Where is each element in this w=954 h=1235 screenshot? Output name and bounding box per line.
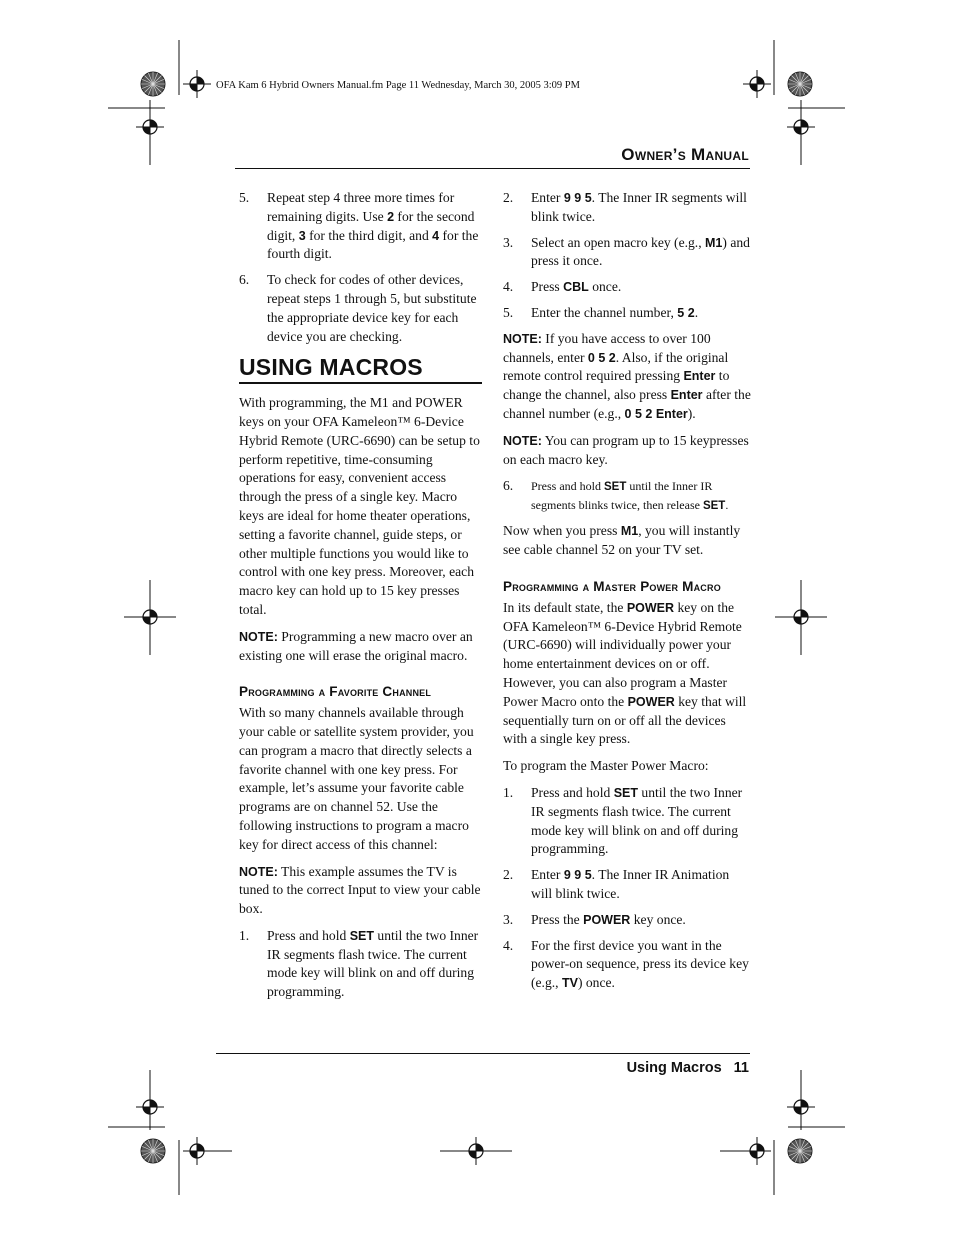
list-text: . <box>725 498 729 513</box>
note-label: NOTE: <box>239 629 278 644</box>
key-label: 5 2 <box>677 305 695 320</box>
list-text: key once. <box>630 911 686 927</box>
running-footer <box>627 1060 749 1076</box>
key-label: SET <box>613 785 639 800</box>
list-text: until the two Inner IR segments flash twice. The current mode key will blink on and off during programming. <box>531 784 743 857</box>
list-text: until the two Inner IR segments flash twice. The current mode key will blink on and off during programming. <box>267 927 479 1000</box>
list-item <box>503 304 751 323</box>
paragraph: With so many channels available through your cable or satellite system provider, you can program a macro that directly selects a favorite channel with one key press. For example, let’s assume your favorite cable programs are on channel 52. Use the following instructions to program a macro key for direct access of this channel: <box>239 705 474 852</box>
paragraph-text: In its default state, the <box>503 599 627 615</box>
note <box>503 330 751 424</box>
note <box>239 628 482 666</box>
left-column <box>239 189 482 1009</box>
paragraph: To program the Master Power Macro: <box>503 758 709 774</box>
list-item <box>503 278 751 297</box>
key-label: Enter <box>670 388 703 403</box>
section-heading-text: USING MACROS <box>239 354 423 381</box>
list-text: Press <box>531 279 564 295</box>
key-label: 2 <box>387 209 395 224</box>
paragraph <box>503 599 751 749</box>
list-text: Select an open macro key (e.g., <box>531 234 706 250</box>
note-label: NOTE: <box>239 864 278 879</box>
list-item <box>503 234 751 272</box>
list-text: ) and press it once. <box>531 234 750 269</box>
list-text: To check for codes of other devices, repeat steps 1 through 5, but substitute the appropriate device key for each device you are checking. <box>267 272 477 344</box>
paragraph-text: key on the OFA Kameleon™ 6-Device Hybrid Remote (URC-6690) will individually power your home entertainment devices on or off. However, you can also program a Master Power Macro onto the <box>503 599 742 709</box>
list-text: Enter <box>531 867 564 883</box>
key-label: 3 <box>298 228 306 243</box>
note-text: after the channel number (e.g., <box>503 387 751 421</box>
list-item <box>239 271 482 346</box>
note-text: ). <box>687 405 696 421</box>
key-label: 9 9 5 <box>563 191 592 205</box>
list-number: 2. <box>503 190 514 205</box>
list-number: 1. <box>503 784 514 800</box>
paragraph <box>503 522 751 560</box>
running-header: Owner’s Manual <box>621 145 749 164</box>
paragraph-text: key that will sequentially turn on or off all the devices with a single key press. <box>503 693 747 747</box>
list-text: Repeat step 4 three more times for remaining digits. Use <box>267 190 455 224</box>
section-heading <box>239 354 482 384</box>
right-column <box>503 189 751 1000</box>
list-text: for the third digit, and <box>305 227 433 243</box>
key-label: 0 5 2 Enter <box>624 406 688 421</box>
list-item <box>503 937 751 993</box>
note-text: to change the channel, also press <box>503 368 730 403</box>
list-item <box>503 911 751 930</box>
paragraph-text: , you will instantly see cable channel 52 on your TV set. <box>503 523 741 558</box>
note-text: . Also, if the original remote control required pressing <box>503 349 729 384</box>
list-text: once. <box>588 279 622 295</box>
list-number: 3. <box>503 911 514 927</box>
list-number: 6. <box>503 478 514 494</box>
list-number: 5. <box>239 190 250 205</box>
list-item <box>239 189 482 264</box>
subheading: Programming a Favorite Channel <box>239 684 432 700</box>
list-item <box>503 866 751 904</box>
list-text: Press and hold <box>531 784 614 800</box>
note-label: NOTE: <box>503 433 542 448</box>
key-label: SET <box>604 481 627 494</box>
file-slug: OFA Kam 6 Hybrid Owners Manual.fm Page 11 Wednesday, March 30, 2005 3:09 PM <box>216 80 580 91</box>
note-label: NOTE: <box>503 331 542 346</box>
list-text: Press the <box>531 911 584 927</box>
list-text: for the fourth digit. <box>267 227 479 262</box>
list-text: . <box>694 304 699 320</box>
key-label: SET <box>349 928 375 943</box>
list-number: 3. <box>503 234 514 250</box>
list-item <box>503 189 751 227</box>
paragraph-text: Now when you press <box>503 523 621 539</box>
note-text: If you have access to over 100 channels, enter <box>503 330 711 365</box>
key-label: POWER <box>626 600 675 615</box>
key-label: 4 <box>432 228 440 243</box>
key-label: TV <box>561 976 578 991</box>
list-text: until the Inner IR segments blinks twice, then release <box>531 479 713 513</box>
key-label: Enter <box>683 369 716 384</box>
key-label: M1 <box>705 235 723 250</box>
page-number: 11 <box>733 1060 749 1076</box>
list-number: 4. <box>503 937 514 953</box>
note-text: You can program up to 15 keypresses on each macro key. <box>503 432 749 467</box>
list-text: Enter <box>531 190 564 205</box>
list-number: 2. <box>503 867 514 883</box>
intro-paragraph: With programming, the M1 and POWER keys on your OFA Kameleon™ 6-Device Hybrid Remote (URC-6690) can be setup to perform repetitive, time-consuming operations for easy, convenient access through the press of a single key. Macro keys are ideal for home theater operations, setting a favorite channel, guide steps, or other multiple functions you would like to control with one key press. Moreover, each macro key can hold up to 15 key presses total. <box>239 395 480 617</box>
note-text: This example assumes the TV is tuned to the correct Input to view your cable box. <box>239 863 481 917</box>
footer-section: Using Macros <box>626 1060 722 1076</box>
list-number: 5. <box>503 304 514 320</box>
list-item <box>239 927 482 1002</box>
list-text: For the first device you want in the power-on sequence, press its device key (e.g., <box>531 937 749 991</box>
note-text: Programming a new macro over an existing one will erase the original macro. <box>239 628 473 663</box>
list-text: Enter the channel number, <box>531 304 678 320</box>
key-label: 0 5 2 <box>587 350 616 365</box>
key-label: 9 9 5 <box>563 868 592 883</box>
note <box>503 432 751 470</box>
key-label: POWER <box>583 912 631 927</box>
key-label: POWER <box>627 694 675 709</box>
list-number: 1. <box>239 927 250 943</box>
subheading: Programming a Master Power Macro <box>503 578 721 594</box>
key-label: CBL <box>563 280 589 295</box>
list-text: . The Inner IR Animation will blink twice. <box>531 867 730 901</box>
list-item <box>503 477 751 515</box>
list-text: for the second digit, <box>267 208 475 243</box>
list-text: Press and hold <box>531 479 604 494</box>
key-label: M1 <box>620 524 639 539</box>
note <box>239 863 482 919</box>
header-rule <box>235 168 750 169</box>
list-text: . The Inner IR segments will blink twice. <box>531 190 747 224</box>
list-item <box>503 784 751 859</box>
key-label: SET <box>702 500 726 513</box>
list-text: Press and hold <box>267 927 350 943</box>
list-number: 6. <box>239 272 250 288</box>
footer-rule <box>216 1053 750 1054</box>
list-number: 4. <box>503 279 514 295</box>
list-text: ) once. <box>577 975 615 991</box>
